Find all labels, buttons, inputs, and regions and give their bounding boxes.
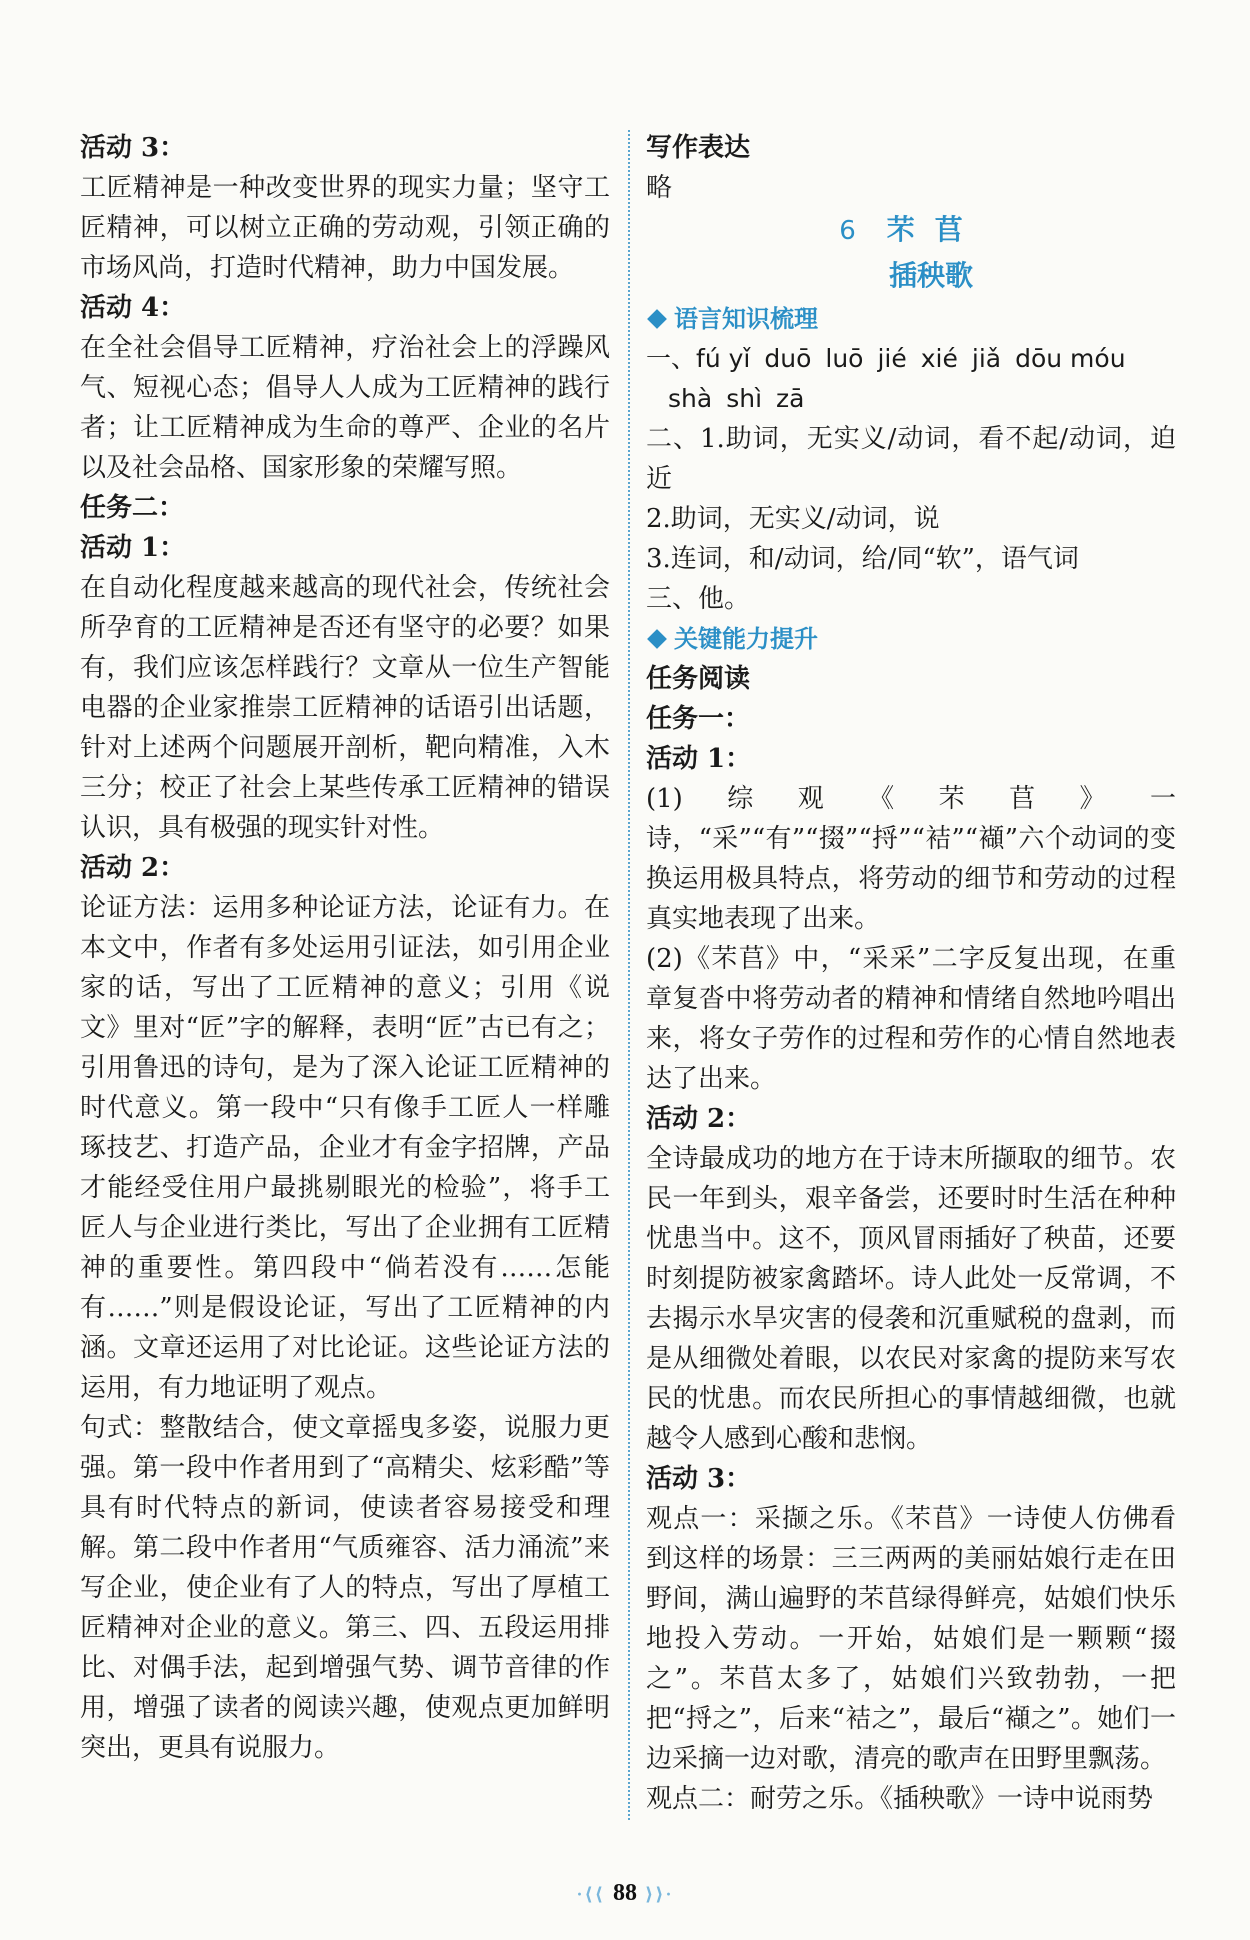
activity4-text: 在全社会倡导工匠精神，疗治社会上的浮躁风气、短视心态；倡导人人成为工匠精神的践行者；让工匠精神成为生命的尊严、企业的名片以及社会品格、国家形象的荣耀写照。 [80, 333, 610, 483]
q2-line3: 3.连词，和/动词，给/同“软”，语气词 [646, 544, 1079, 574]
diamond-icon [647, 309, 667, 329]
writing-label: 写作表达 [646, 133, 751, 163]
pinyin-item: jiǎ [971, 344, 1002, 373]
q1-pinyin-line1 [646, 339, 1176, 379]
right-column [646, 128, 1176, 1819]
q1-prefix: 一、 [646, 344, 697, 373]
decor-dots-left: ·⟨⟨ [576, 1884, 605, 1904]
section-language-knowledge [646, 299, 1176, 339]
lesson-subtitle: 插秧歌 [888, 259, 973, 292]
column-divider [628, 130, 630, 1820]
q1-pinyin-line2 [646, 379, 1176, 419]
pinyin-item: xié [920, 344, 958, 373]
q2-line2: 2.助词，无实义/动词，说 [646, 504, 940, 534]
section-key-ability-title: 关键能力提升 [674, 625, 818, 653]
q3: 三、他。 [646, 584, 751, 614]
reading-activity1-label: 活动 1： [646, 744, 752, 774]
pinyin-item: zā [776, 384, 805, 413]
reading-activity2-text: 全诗最成功的地方在于诗末所撷取的细节。农民一年到头，艰辛备尝，还要时时生活在种种忧患当中。这不，顶风冒雨插好了秧苗，还要时刻提防被家禽踏坏。诗人此处一反常调，不去揭示水旱灾害的侵袭和沉重赋税的盘剥，而是从细微处着眼，以农民对家禽的提防来写农民的忧患。而农民所担心的事情越细微，也就越令人感到心酸和悲悯。 [646, 1144, 1176, 1454]
task2-activity2-text-argument: 论证方法：运用多种论证方法，论证有力。在本文中，作者有多处运用引证法，如引用企业家的话，写出了工匠精神的意义；引用《说文》里对“匠”字的解释，表明“匠”古已有之；引用鲁迅的诗句，是为了深入论证工匠精神的时代意义。第一段中“只有像手工匠人一样雕琢技艺、打造产品，企业才有金字招牌，产品才能经受住用户最挑剔眼光的检验”，将手工匠人与企业进行类比，写出了企业拥有工匠精神的重要性。第四段中“倘若没有……怎能有……”则是假设论证，写出了工匠精神的内涵。文章还运用了对比论证。这些论证方法的运用，有力地证明了观点。 [80, 893, 610, 1403]
pinyin-item: fú yǐ [696, 344, 751, 373]
task1-label: 任务一： [646, 704, 751, 734]
task-reading-label: 任务阅读 [646, 664, 751, 694]
pinyin-item: luō [825, 344, 864, 373]
task2-activity2-label: 活动 2： [80, 853, 186, 883]
task2-activity1-text: 在自动化程度越来越高的现代社会，传统社会所孕育的工匠精神是否还有坚守的必要？如果有，我们应该怎样践行？文章从一位生产智能电器的企业家推崇工匠精神的话语引出话题，针对上述两个问题展开剖析，靶向精准，入木三分；校正了社会上某些传承工匠精神的错误认识，具有极强的现实针对性。 [80, 573, 610, 843]
reading-activity3-p2: 观点二：耐劳之乐。《插秧歌》一诗中说雨势 [646, 1784, 1154, 1814]
page-number-text: 88 [613, 1880, 637, 1906]
task2-activity1-label: 活动 1： [80, 533, 186, 563]
left-column [80, 128, 610, 1768]
reading-activity1-p2: (2)《芣苢》中，“采采”二字反复出现，在重章复沓中将劳动者的精神和情绪自然地吟唱出来，将女子劳作的过程和劳作的心情自然地表达了出来。 [646, 944, 1176, 1094]
pinyin-item: dōu móu [1015, 344, 1126, 373]
lesson-title-text: 芣苢 [886, 213, 983, 246]
decor-dots-right: ⟩⟩· [645, 1884, 674, 1904]
page-number [0, 1880, 1250, 1907]
task2-activity2-text-sentence: 句式：整散结合，使文章摇曳多姿，说服力更强。第一段中作者用到了“高精尖、炫彩酷”等具有时代特点的新词，使读者容易接受和理解。第二段中作者用“气质雍容、活力涌流”来写企业，使企业有了人的特点，写出了厚植工匠精神对企业的意义。第三、四、五段运用排比、对偶手法，起到增强气势、调节音律的作用，增强了读者的阅读兴趣，使观点更加鲜明突出，更具有说服力。 [80, 1413, 610, 1763]
q2-line1: 二、1.助词，无实义/动词，看不起/动词，迫近 [646, 424, 1176, 494]
reading-activity3-p1: 观点一：采撷之乐。《芣苢》一诗使人仿佛看到这样的场景：三三两两的美丽姑娘行走在田野间，满山遍野的芣苢绿得鲜亮，姑娘们快乐地投入劳动。一开始，姑娘们是一颗颗“掇之”。芣苢太多了，姑娘们兴致勃勃，一把把“捋之”，后来“袺之”，最后“襭之”。她们一边采摘一边对歌，清亮的歌声在田野里飘荡。 [646, 1504, 1176, 1774]
diamond-icon [647, 629, 667, 649]
reading-activity1-p1: (1)综观《芣苢》一诗，“采”“有”“掇”“捋”“袺”“襭”六个动词的变换运用极具特点，将劳动的细节和劳动的过程真实地表现了出来。 [646, 784, 1176, 934]
lesson-title [646, 208, 1176, 253]
writing-text: 略 [646, 173, 673, 203]
section-key-ability [646, 619, 1176, 659]
pinyin-item: duō [764, 344, 812, 373]
lesson-number: 6 [839, 216, 856, 246]
pinyin-item: shà [668, 384, 713, 413]
activity3-label: 活动 3： [80, 133, 186, 163]
pinyin-item: jié [877, 344, 907, 373]
reading-activity2-label: 活动 2： [646, 1104, 752, 1134]
reading-activity3-label: 活动 3： [646, 1464, 752, 1494]
activity3-text: 工匠精神是一种改变世界的现实力量；坚守工匠精神，可以树立正确的劳动观，引领正确的市场风尚，打造时代精神，助力中国发展。 [80, 173, 610, 283]
task2-label: 任务二： [80, 493, 185, 523]
section-language-knowledge-title: 语言知识梳理 [674, 305, 818, 333]
pinyin-item: shì [726, 384, 763, 413]
activity4-label: 活动 4： [80, 293, 186, 323]
